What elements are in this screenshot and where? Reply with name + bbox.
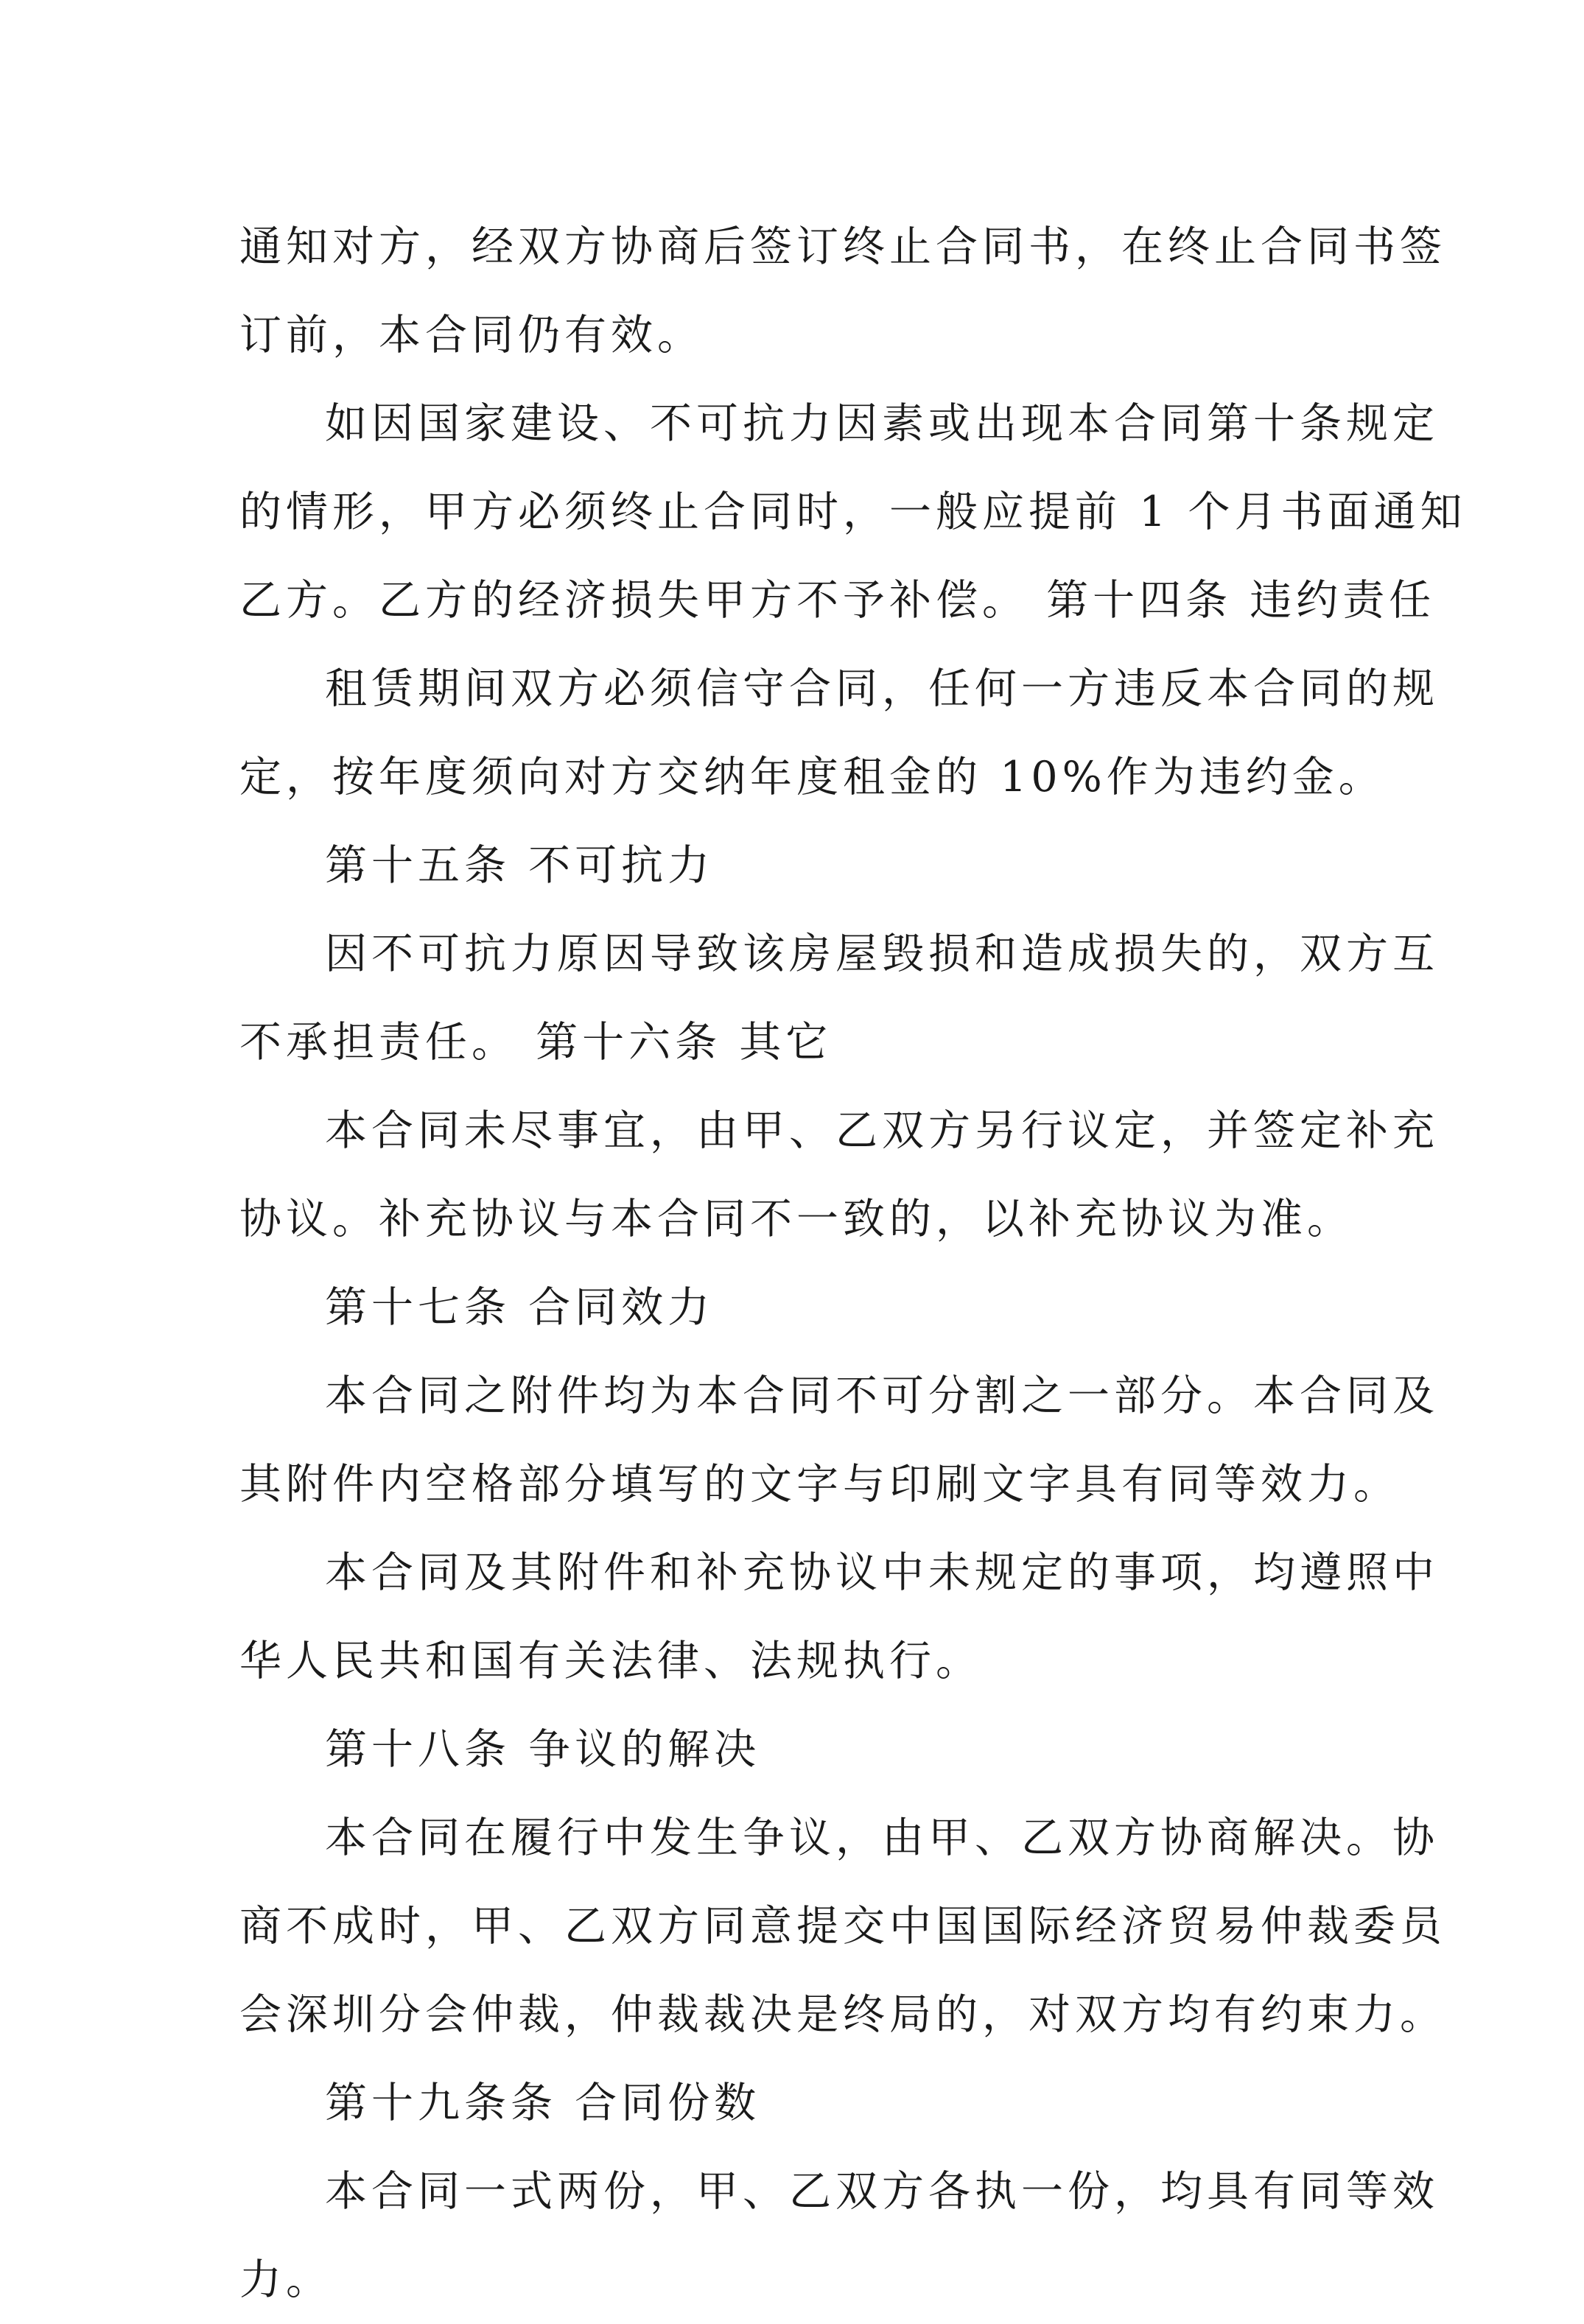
section-heading: 第十七条 合同效力 bbox=[325, 1283, 715, 1332]
text-line: 其附件内空格部分填写的文字与印刷文字具有同等效力。 bbox=[239, 1460, 1400, 1509]
section-heading: 第十九条条 合同份数 bbox=[325, 2079, 761, 2127]
text-line: 会深圳分会仲裁，仲裁裁决是终局的，对双方均有约束力。 bbox=[239, 1990, 1446, 2039]
text-line: 订前，本合同仍有效。 bbox=[239, 311, 704, 359]
text-line: 协议。补充协议与本合同不一致的，以补充协议为准。 bbox=[239, 1195, 1353, 1243]
section-heading: 第十五条 不可抗力 bbox=[325, 841, 715, 890]
document-body bbox=[239, 203, 1467, 2324]
text-line: 本合同一式两份，甲、乙双方各执一份，均具有同等效 bbox=[325, 2167, 1439, 2216]
text-line: 如因国家建设、不可抗力因素或出现本合同第十条规定 bbox=[325, 399, 1439, 448]
text-line: 本合同及其附件和补充协议中未规定的事项，均遵照中 bbox=[325, 1548, 1439, 1597]
text-line: 本合同未尽事宜，由甲、乙双方另行议定，并签定补充 bbox=[325, 1106, 1439, 1155]
text-line: 定，按年度须向对方交纳年度租金的 10%作为违约金。 bbox=[239, 753, 1385, 801]
text-line: 租赁期间双方必须信守合同，任何一方违反本合同的规 bbox=[325, 664, 1439, 713]
text-line: 的情形，甲方必须终止合同时，一般应提前 1 个月书面通知 bbox=[239, 488, 1467, 536]
section-heading: 第十八条 争议的解决 bbox=[325, 1725, 761, 1774]
text-line: 力。 bbox=[239, 2255, 332, 2304]
text-line: 乙方。乙方的经济损失甲方不予补偿。 第十四条 违约责任 bbox=[239, 576, 1436, 625]
text-line: 本合同在履行中发生争议，由甲、乙双方协商解决。协 bbox=[325, 1814, 1439, 1862]
text-line: 华人民共和国有关法律、法规执行。 bbox=[239, 1637, 982, 1685]
text-line: 不承担责任。 第十六条 其它 bbox=[239, 1018, 833, 1067]
text-line: 商不成时，甲、乙双方同意提交中国国际经济贸易仲裁委员 bbox=[239, 1902, 1446, 1951]
text-line: 因不可抗力原因导致该房屋毁损和造成损失的，双方互 bbox=[325, 930, 1439, 978]
text-line: 通知对方，经双方协商后签订终止合同书，在终止合同书签 bbox=[239, 222, 1446, 271]
text-line: 本合同之附件均为本合同不可分割之一部分。本合同及 bbox=[325, 1372, 1439, 1420]
